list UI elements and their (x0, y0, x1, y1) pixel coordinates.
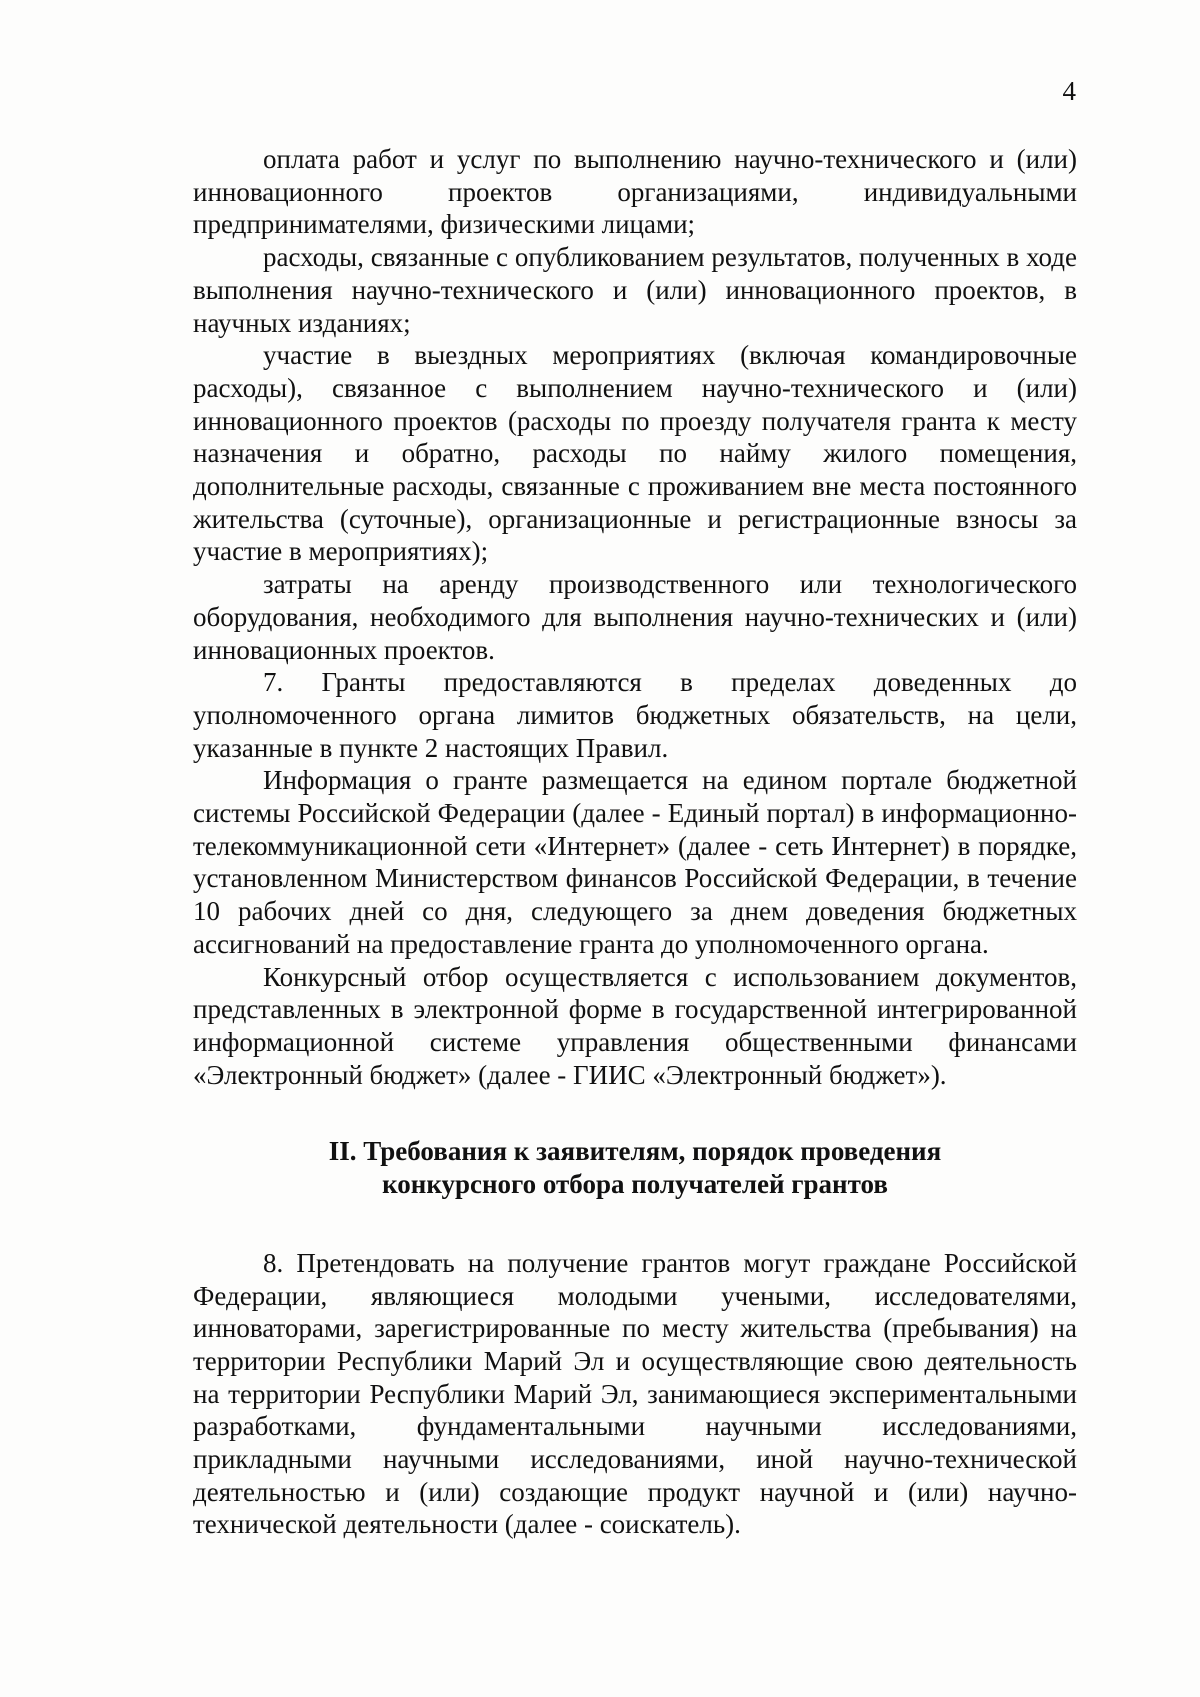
page-number: 4 (1062, 76, 1076, 106)
paragraph-expense-services: оплата работ и услуг по выполнению научно-технического и (или) инновационного проектов организациями, индивидуальными предпринимателями, физическими лицами; (193, 144, 1077, 240)
paragraph-grant-information: Информация о гранте размещается на едином портале бюджетной системы Российской Федерации (далее - Единый портал) в информационно-телекоммуникационной сети «Интернет» (далее - сеть Интернет) в порядке, установленном Министерством финансов Российской Федерации, в течение 10 рабочих дней со дня, следующего за днем доведения бюджетных ассигнований на предоставление гранта до уполномоченного органа. (193, 765, 1077, 959)
paragraph-item-8: 8. Претендовать на получение грантов могут граждане Российской Федерации, являющиеся молодыми учеными, исследователями, инноваторами, зарегистрированные по месту жительства (пребывания) на территории Республики Марий Эл и осуществляющие свою деятельность на территории Республики Марий Эл, занимающиеся экспериментальными разработками, фундаментальными научными исследованиями, прикладными научными исследованиями, иной научно-технической деятельностью и (или) создающие продукт научной и (или) научно-технической деятельности (далее - соискатель). (193, 1247, 1077, 1540)
paragraph-competitive-selection: Конкурсный отбор осуществляется с использованием документов, представленных в электронной форме в государственной интегрированной информационной системе управления общественными финансами «Электронный бюджет» (далее - ГИИС «Электронный бюджет»). (193, 961, 1077, 1090)
document-body (193, 143, 1077, 1541)
section-heading-line-1: II. Требования к заявителям, порядок проведения (328, 1136, 942, 1167)
paragraph-expense-equipment-rent: затраты на аренду производственного или технологического оборудования, необходимого для выполнения научно-технических и (или) инновационных проектов. (193, 569, 1077, 665)
paragraph-expense-travel: участие в выездных мероприятиях (включая командировочные расходы), связанное с выполнением научно-технического и (или) инновационного проектов (расходы по проезду получателя гранта к месту назначения и обратно, расходы по найму жилого помещения, дополнительные расходы, связанные с проживанием вне места постоянного жительства (суточные), организационные и регистрационные взносы за участие в мероприятиях); (193, 340, 1077, 567)
section-heading-line-2: конкурсного отбора получателей грантов (382, 1169, 888, 1200)
paragraph-item-7: 7. Гранты предоставляются в пределах доведенных до уполномоченного органа лимитов бюджетных обязательств, на цели, указанные в пункте 2 настоящих Правил. (193, 667, 1077, 763)
paragraph-expense-publication: расходы, связанные с опубликованием результатов, полученных в ходе выполнения научно-технического и (или) инновационного проектов, в научных изданиях; (193, 242, 1077, 338)
section-heading (193, 1135, 1077, 1200)
